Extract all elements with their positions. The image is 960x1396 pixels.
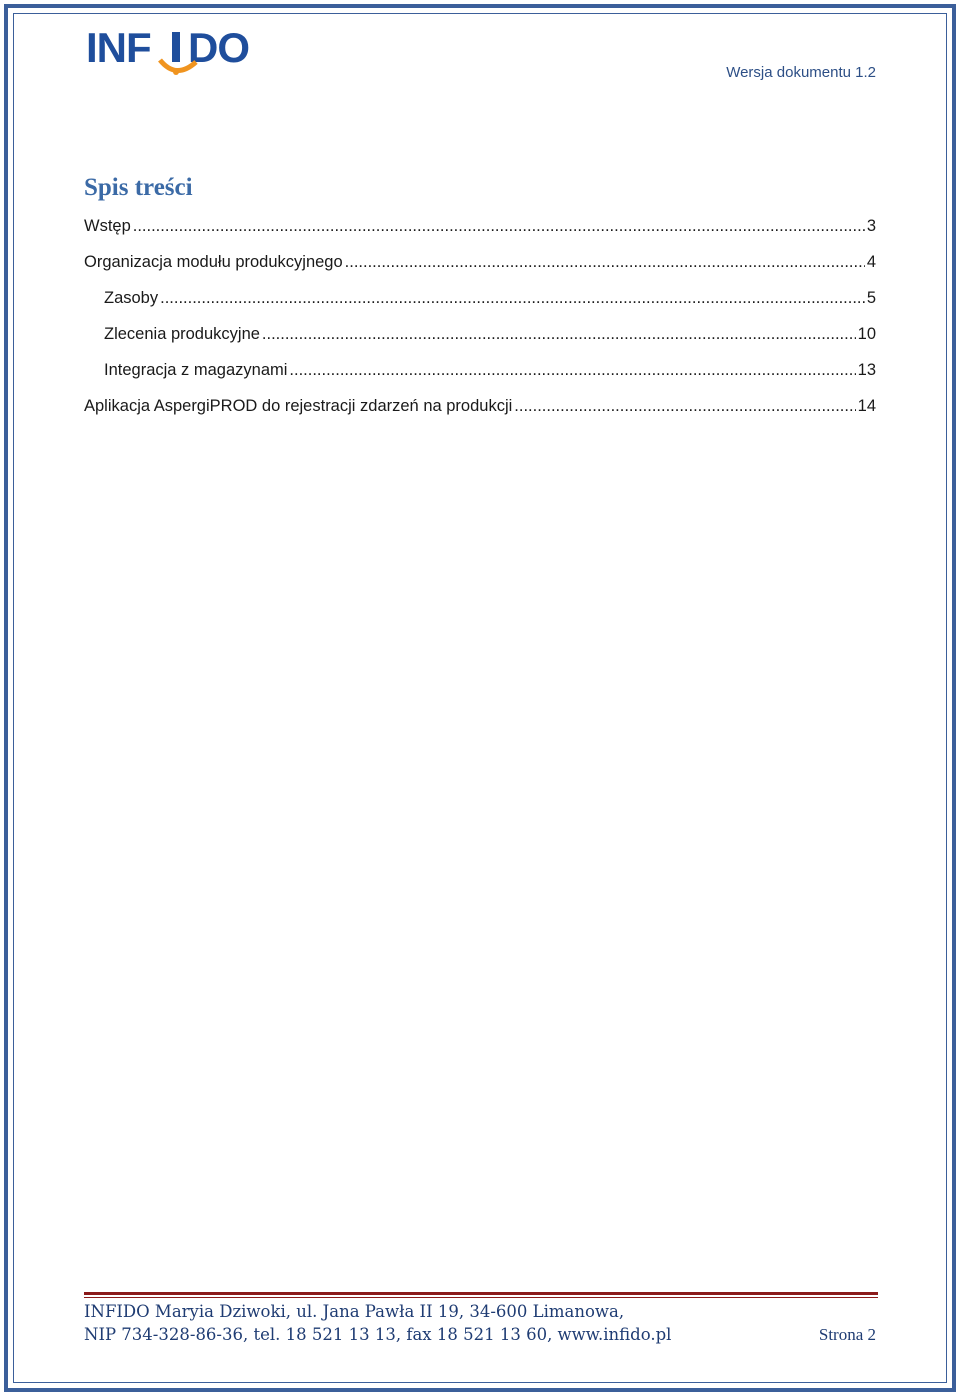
svg-text:DO: DO bbox=[188, 24, 249, 71]
toc-leader-dots bbox=[160, 280, 865, 316]
toc-entry-text: Aplikacja AspergiPROD do rejestracji zdarzeń na produkcji bbox=[84, 397, 513, 415]
toc-entry[interactable] bbox=[84, 352, 876, 388]
table-of-contents bbox=[84, 208, 876, 424]
toc-entry-text: Zasoby bbox=[104, 289, 159, 307]
toc-entry-text: Integracja z magazynami bbox=[104, 361, 288, 379]
toc-entry[interactable] bbox=[84, 316, 876, 352]
toc-entry-text: Wstęp bbox=[84, 217, 131, 235]
toc-entry[interactable] bbox=[84, 244, 876, 280]
toc-leader-dots bbox=[514, 388, 855, 424]
toc-entry-page: 14 bbox=[857, 397, 876, 415]
toc-title: Spis treści bbox=[84, 174, 193, 201]
toc-leader-dots bbox=[289, 352, 855, 388]
toc-entry-page: 13 bbox=[857, 361, 876, 379]
toc-leader-dots bbox=[262, 316, 856, 352]
footer-contact: NIP 734-328-86-36, tel. 18 521 13 13, fax 18 521 13 60, www.infido.pl bbox=[84, 1325, 672, 1344]
toc-entry-page: 10 bbox=[857, 325, 876, 343]
toc-entry-page: 5 bbox=[866, 289, 876, 307]
footer-rule bbox=[84, 1292, 878, 1295]
toc-entry-page: 3 bbox=[866, 217, 876, 235]
document-version: Wersja dokumentu 1.2 bbox=[726, 64, 876, 81]
infido-logo bbox=[84, 24, 270, 76]
toc-leader-dots bbox=[345, 244, 865, 280]
footer-rule-thin bbox=[84, 1297, 878, 1298]
toc-entry-page: 4 bbox=[866, 253, 876, 271]
toc-entry[interactable] bbox=[84, 208, 876, 244]
footer-address: INFIDO Maryia Dziwoki, ul. Jana Pawła II 19, 34-600 Limanowa, bbox=[84, 1302, 625, 1321]
toc-entry-text: Organizacja modułu produkcyjnego bbox=[84, 253, 343, 271]
toc-entry[interactable] bbox=[84, 280, 876, 316]
toc-entry-text: Zlecenia produkcyjne bbox=[104, 325, 260, 343]
toc-entry[interactable] bbox=[84, 388, 876, 424]
svg-text:INF: INF bbox=[86, 24, 151, 71]
toc-leader-dots bbox=[133, 208, 865, 244]
page-number: Strona 2 bbox=[818, 1325, 876, 1344]
